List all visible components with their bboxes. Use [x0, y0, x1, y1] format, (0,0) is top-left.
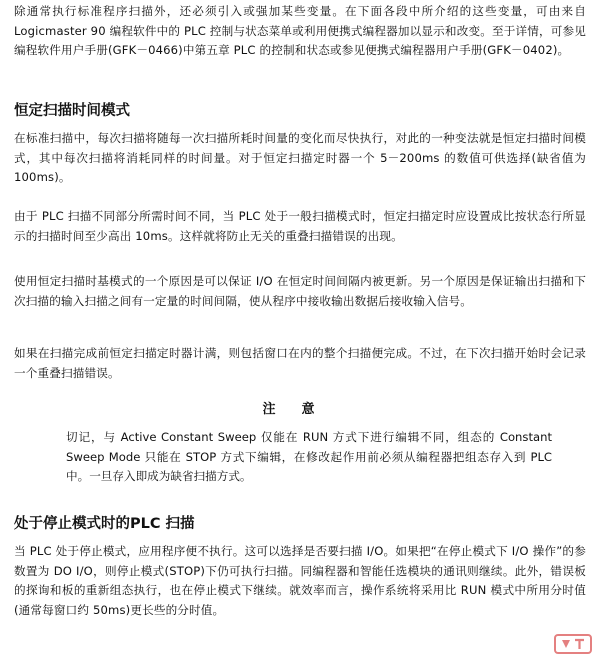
- constant-sweep-paragraph-1: 在标准扫描中，每次扫描将随每一次扫描所耗时间量的变化而尽快执行，对此的一种变法就是恒定扫描时间模式，其中每次扫描将消耗同样的时间量。对于恒定扫描定时器一个 5－200ms 的数值可供选择(缺省值为 100ms)。: [14, 131, 586, 184]
- note-title: 注意: [262, 402, 341, 417]
- stop-mode-paragraph: 当 PLC 处于停止模式，应用程序便不执行。这可以选择是否要扫描 I/O。如果把“在停止模式下 I/O 操作”的参数置为 DO I/O，则停止模式(STOP)下仍可执行扫描。同编程器和智能任选模块的通讯则继续。此外，错误板的探询和板的重新组态执行，也在停止模式下继续。就效率而言，操作系统将采用比 RUN 模式中所用分时值(通常每窗口约 50ms)更长些的分时值。: [14, 544, 586, 617]
- watermark-logo-icon: [553, 631, 593, 657]
- note-paragraph: 切记，与 Active Constant Sweep 仅能在 RUN 方式下进行编辑不同，组态的 Constant Sweep Mode 只能在 STOP 方式下编辑，在修改起作用前必须从编程器把组态存入到 PLC 中。一旦存入即成为缺省扫描方式。: [66, 430, 552, 483]
- constant-sweep-paragraph-3: 使用恒定扫描时基模式的一个原因是可以保证 I/O 在恒定时间间隔内被更新。另一个原因是保证输出扫描和下次扫描的输入扫描之间有一定量的时间间隔，使从程序中接收输出数据后接收输入信号。: [14, 274, 586, 308]
- constant-sweep-paragraph-4: 如果在扫描完成前恒定扫描定时器计满，则包括窗口在内的整个扫描便完成。不过，在下次扫描开始时会记录一个重叠扫描错误。: [14, 346, 586, 380]
- intro-paragraph: 除通常执行标准程序扫描外，还必须引入或强加某些变量。在下面各段中所介绍的这些变量，可由来自 Logicmaster 90 编程软件中的 PLC 控制与状态菜单或利用便携式编程器加以显示和改变。至于详情，可参见编程软件用户手册(GFK－0466)中第五章 PLC 的控制和状态或参见便携式编程器用户手册(GFK－0402)。: [14, 4, 586, 57]
- constant-sweep-paragraph-2: 由于 PLC 扫描不同部分所需时间不同，当 PLC 处于一般扫描模式时，恒定扫描定时应设置成比按状态行所显示的扫描时间至少高出 10ms。这样就将防止无关的重叠扫描错误的出现。: [14, 209, 586, 243]
- section-heading-stop-mode: 处于停止模式时的PLC 扫描: [14, 516, 195, 532]
- section-heading-constant-sweep: 恒定扫描时间模式: [14, 103, 130, 119]
